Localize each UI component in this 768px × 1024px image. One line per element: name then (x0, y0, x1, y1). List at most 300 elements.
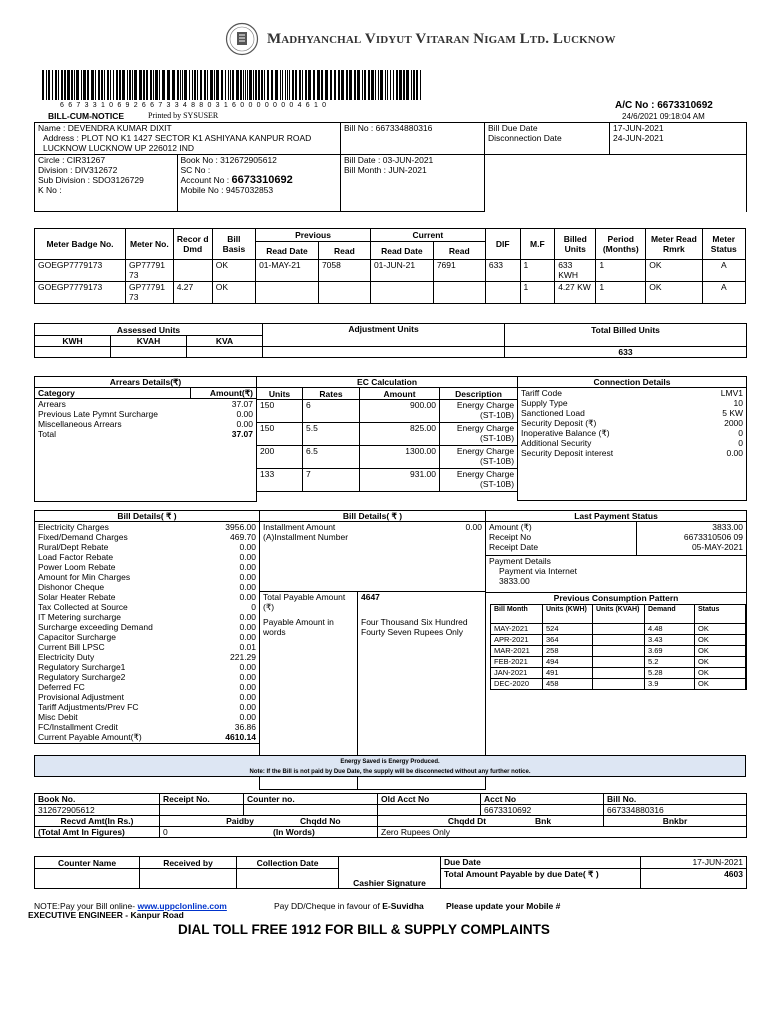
ec-description: Energy Charge (456, 423, 515, 433)
disconnection-note: Note: If the Bill is not paid by Due Date, the supply will be disconnected without any further notice. (249, 769, 531, 775)
col-meter-status: Meter Status (702, 229, 745, 260)
bill-detail-value: 0.00 (239, 662, 257, 672)
barcode-bar (214, 70, 215, 100)
barcode-bar (110, 70, 111, 100)
last-payment-value: 3833.00 (712, 522, 743, 532)
col-cur-read: Read (433, 242, 485, 260)
col-dif: DIF (485, 229, 520, 260)
barcode-bar (349, 70, 352, 100)
bill-detail-value: 0.00 (239, 672, 257, 682)
bill-detail-value: 0.00 (239, 582, 257, 592)
consumption-demand: 5.28 (645, 668, 695, 679)
read-rmrk: OK (646, 260, 702, 282)
barcode-bar (184, 70, 187, 100)
col-meter-no: Meter No. (126, 229, 174, 260)
barcode-bar (155, 70, 158, 100)
barcode-bar (46, 70, 47, 100)
bill-detail-label: Electricity Duty (38, 652, 95, 662)
meter-badge: GOEGP7779173 (35, 282, 126, 304)
barcode-bar (375, 70, 376, 100)
meter-status: A (702, 282, 745, 304)
in-words-value: Zero Rupees Only (378, 827, 747, 838)
col-record-dmd: Recor d Dmd (173, 229, 212, 260)
bill-detail-label: Surcharge exceeding Demand (38, 622, 153, 632)
col-units-kwh: Units (KWH) (543, 605, 593, 624)
mobile-number: Mobile No : 9457032853 (180, 185, 274, 195)
col-amount: Amount (360, 388, 440, 400)
toll-free-banner: DIAL TOLL FREE 1912 FOR BILL & SUPPLY COMPLAINTS (178, 922, 550, 937)
barcode-bar (58, 70, 59, 100)
barcode-bar (253, 70, 254, 100)
read-rmrk: OK (646, 282, 702, 304)
consumption-month: JAN-2021 (491, 668, 543, 679)
arrears-table (34, 376, 257, 502)
barcode-bar (264, 70, 265, 100)
barcode-bar (387, 70, 388, 100)
current-payable-value: 4610.14 (195, 732, 260, 743)
table-row (491, 668, 746, 679)
barcode-bar (61, 70, 63, 100)
bill-basis: OK (212, 282, 255, 304)
book-no-label: Book No. (35, 794, 160, 805)
meter-badge: GOEGP7779173 (35, 260, 126, 282)
consumption-month: MAR-2021 (491, 646, 543, 657)
bill-details-summary-heading: Bill Details( ₹ ) (260, 511, 486, 522)
barcode-bar (243, 70, 244, 100)
total-due-value: 4603 (641, 869, 747, 889)
meter-no: GP77791 73 (126, 260, 174, 282)
table-row (257, 400, 518, 423)
barcode-bar (245, 70, 246, 100)
total-due-label: Total Amount Payable by due Date( ₹ ) (441, 869, 641, 889)
barcode-bar (81, 70, 82, 100)
barcode-bar (364, 70, 366, 100)
consumption-status: OK (695, 668, 746, 679)
col-mf: M.F (520, 229, 555, 260)
connection-label: Supply Type (521, 398, 568, 408)
last-payment-label: Amount (₹) (489, 522, 532, 532)
barcode-bar (275, 70, 278, 100)
prev-read (318, 282, 370, 304)
barcode-bar (139, 70, 142, 100)
collection-date-label: Collection Date (237, 857, 339, 869)
bill-due-value: 17-JUN-2021 (613, 123, 664, 133)
bill-detail-label: Provisional Adjustment (38, 692, 124, 702)
mf: 1 (520, 260, 555, 282)
barcode-bar (104, 70, 105, 100)
prev-read-date (256, 282, 319, 304)
paidby-label: Paidby (160, 816, 378, 827)
due-date-label: Due Date (441, 857, 641, 869)
bill-detail-label: Fixed/Demand Charges (38, 532, 128, 542)
last-payment-table (485, 510, 747, 690)
units-summary-table (34, 323, 747, 358)
consumption-kwh: 494 (543, 657, 593, 668)
bill-detail-label: Tariff Adjustments/Prev FC (38, 702, 139, 712)
circle-code: Circle : CIR31267 (38, 155, 106, 165)
bill-detail-value: 0.00 (239, 612, 257, 622)
col-prev-read-date: Read Date (256, 242, 319, 260)
barcode-bar (91, 70, 94, 100)
barcode-bar (416, 70, 418, 100)
receipt-table (34, 793, 747, 838)
dif: 633 (485, 260, 520, 282)
bill-detail-value: 0.00 (239, 682, 257, 692)
barcode-bar (221, 70, 223, 100)
connection-value: 0.00 (726, 448, 744, 458)
barcode-bar (116, 70, 118, 100)
bill-detail-value: 36.86 (234, 722, 257, 732)
col-billed-units: Billed Units (555, 229, 596, 260)
col-bill-month: Bill Month (491, 605, 543, 624)
ec-units: 150 (257, 400, 303, 423)
k-number: K No : (38, 185, 62, 195)
barcode-bar (210, 70, 213, 100)
bill-detail-label: Current Bill LPSC (38, 642, 105, 652)
barcode-bar (197, 70, 198, 100)
connection-label: Additional Security (521, 438, 592, 448)
barcode-bar (247, 70, 248, 100)
last-payment-heading: Last Payment Status (486, 511, 747, 522)
prev-read: 7058 (318, 260, 370, 282)
receipt-no-label: Receipt No. (160, 794, 244, 805)
ec-rate: 5.5 (303, 423, 360, 446)
cur-read-date (370, 282, 433, 304)
ec-calculation-table (256, 376, 518, 492)
col-rates: Rates (303, 388, 360, 400)
consumption-kwh: 491 (543, 668, 593, 679)
bill-detail-label: Load Factor Rebate (38, 552, 114, 562)
ec-units: 150 (257, 423, 303, 446)
col-status: Status (695, 605, 746, 624)
update-mobile-note: Please update your Mobile # (446, 901, 561, 911)
barcode-bar (267, 70, 269, 100)
meter-no: GP77791 73 (126, 282, 174, 304)
ec-rate: 6.5 (303, 446, 360, 469)
barcode-bar (204, 70, 206, 100)
consumption-month: APR-2021 (491, 635, 543, 646)
company-logo-icon (225, 22, 259, 56)
bill-detail-value: 0 (251, 602, 257, 612)
ec-tariff: (ST-10B) (480, 456, 515, 466)
book-number: Book No : 312672905612 (180, 155, 277, 165)
barcode-bar (385, 70, 386, 100)
ec-amount: 825.00 (360, 423, 440, 446)
table-row (491, 635, 746, 646)
barcode-bar (180, 70, 181, 100)
barcode-bar (313, 70, 315, 100)
bill-detail-label: Rural/Dept Rebate (38, 542, 109, 552)
barcode-bar (119, 70, 121, 100)
barcode-bar (399, 70, 402, 100)
bill-due-label: Bill Due Date (488, 123, 538, 133)
barcode-bar (282, 70, 283, 100)
col-description: Description (440, 388, 518, 400)
connection-label: Inoperative Balance (₹) (521, 428, 610, 438)
barcode-bar (287, 70, 288, 100)
kwh-label: KWH (35, 336, 111, 347)
barcode-bar (64, 70, 66, 100)
old-acct-label: Old Acct No (378, 794, 481, 805)
connection-value: 5 KW (722, 408, 744, 418)
ec-tariff: (ST-10B) (480, 410, 515, 420)
meter-status: A (702, 260, 745, 282)
table-row (257, 469, 518, 492)
consumption-status: OK (695, 635, 746, 646)
barcode-bar (305, 70, 307, 100)
e-suvidha-text: E-Suvidha (382, 901, 424, 911)
col-read-rmrk: Meter Read Rmrk (646, 229, 702, 260)
ec-units: 133 (257, 469, 303, 492)
total-fig-value: 0 (160, 827, 378, 838)
col-current: Current (370, 229, 485, 242)
consumption-month: DEC-2020 (491, 679, 543, 690)
cur-read (433, 282, 485, 304)
ec-heading: EC Calculation (257, 377, 518, 388)
bill-detail-label: Amount for Min Charges (38, 572, 131, 582)
table-row (491, 657, 746, 668)
bill-detail-value: 0.01 (239, 642, 257, 652)
total-billed-units-heading: Total Billed Units (505, 324, 747, 336)
barcode-bar (249, 70, 252, 100)
bill-detail-value: 0.00 (239, 632, 257, 642)
barcode-bar (334, 70, 336, 100)
bill-detail-label: Electricity Charges (38, 522, 109, 532)
bnkbr-label: Bnkbr (604, 816, 747, 827)
in-words-label: (In Words) (273, 827, 315, 837)
connection-value: 2000 (724, 418, 744, 428)
bill-no-label: Bill No. (604, 794, 747, 805)
arrears-total-value: 37.07 (231, 429, 253, 439)
account-number: 6673310692 (231, 174, 293, 186)
division-code: Division : DIV312672 (38, 165, 118, 175)
barcode-bar (200, 70, 202, 100)
prev-read-date: 01-MAY-21 (256, 260, 319, 282)
payment-details-amount: 3833.00 (499, 576, 530, 586)
connection-label: Security Deposit interest (521, 448, 614, 458)
consumption-demand: 5.2 (645, 657, 695, 668)
bnk-label: Bnk (535, 816, 552, 826)
barcode-bar (122, 70, 125, 100)
arrears-row-value: 0.00 (236, 419, 253, 429)
due-date-value: 17-JUN-2021 (641, 857, 747, 869)
barcode-bar (325, 70, 328, 100)
bill-detail-value: 0.00 (239, 622, 257, 632)
consumption-kvah (593, 657, 645, 668)
bill-details-summary-table (259, 510, 486, 790)
payment-details-label: Payment Details (489, 556, 551, 566)
consumer-address-line2: LUCKNOW LUCKNOW UP 226012 IND (43, 143, 194, 153)
table-row (35, 282, 746, 304)
counter-name-label: Counter Name (35, 857, 140, 869)
bill-detail-label: Deferred FC (38, 682, 85, 692)
consumption-month: MAY-2021 (491, 624, 543, 635)
total-fig-label: (Total Amt In Figures) (35, 827, 160, 838)
pay-dd-note (274, 901, 424, 911)
account-number-heading: A/C No : 6673310692 (615, 100, 713, 111)
connection-label: Tariff Code (521, 388, 562, 398)
ec-description: Energy Charge (456, 400, 515, 410)
arrears-row-value: 0.00 (236, 409, 253, 419)
consumption-kwh: 458 (543, 679, 593, 690)
chqdd-dt-label: Chqdd Dt (378, 816, 604, 827)
sc-number: SC No : (180, 165, 211, 175)
barcode-bar (261, 70, 263, 100)
connection-heading: Connection Details (518, 377, 747, 388)
col-prev-read: Read (318, 242, 370, 260)
bill-detail-label: Regulatory Surcharge1 (38, 662, 126, 672)
arrears-heading: Arrears Details(₹) (35, 377, 257, 388)
total-billed-units-value: 633 (505, 347, 747, 358)
consumption-status: OK (695, 657, 746, 668)
barcode-bar (76, 70, 79, 100)
ec-description: Energy Charge (456, 469, 515, 479)
barcode-bar (189, 70, 190, 100)
mf: 1 (520, 282, 555, 304)
barcode-bar (230, 70, 231, 100)
barcode-bar (182, 70, 183, 100)
bill-detail-label: Dishonor Cheque (38, 582, 105, 592)
barcode-bar (406, 70, 409, 100)
barcode-bar (42, 70, 44, 100)
notice-band (34, 755, 746, 777)
consumption-kwh: 364 (543, 635, 593, 646)
barcode-bar (346, 70, 348, 100)
barcode-bar (341, 70, 344, 100)
consumption-status: OK (695, 646, 746, 657)
table-row (491, 624, 746, 635)
printed-timestamp: 24/6/2021 09:18:04 AM (622, 112, 705, 121)
consumption-heading: Previous Consumption Pattern (553, 593, 679, 603)
bill-details-table (34, 510, 260, 744)
arrears-row-value: 37.07 (231, 399, 253, 409)
bill-detail-label: Tax Collected at Source (38, 602, 128, 612)
ec-rate: 6 (303, 400, 360, 423)
barcode-bar (55, 70, 57, 100)
col-units: Units (257, 388, 303, 400)
bill-month: Bill Month : JUN-2021 (344, 165, 427, 175)
col-period: Period (Months) (596, 229, 646, 260)
barcode-bar (285, 70, 286, 100)
ec-amount: 1300.00 (360, 446, 440, 469)
bill-detail-value: 0.00 (239, 542, 257, 552)
acct-no-value: 6673310692 (481, 805, 604, 816)
barcode-bar (271, 70, 273, 100)
record-dmd: 4.27 (173, 282, 212, 304)
barcode-digits: 667331069266733488031600000004610 (60, 102, 331, 109)
bill-number: Bill No : 667334880316 (341, 123, 485, 155)
barcode-bar (172, 70, 175, 100)
barcode-bar (403, 70, 405, 100)
last-payment-value: 05-MAY-2021 (691, 542, 743, 552)
connection-label: Security Deposit (₹) (521, 418, 597, 428)
connection-value: LMV1 (720, 388, 744, 398)
barcode-bar (308, 70, 311, 100)
uppcl-online-link[interactable]: www.uppclonline.com (137, 901, 227, 911)
bill-detail-label: Capacitor Surcharge (38, 632, 116, 642)
bill-detail-value: 0.00 (239, 692, 257, 702)
barcode-bar (159, 70, 160, 100)
consumption-kwh: 258 (543, 646, 593, 657)
barcode-bar (295, 70, 297, 100)
current-payable-label: Current Payable Amount(₹) (35, 732, 195, 743)
bill-basis: OK (212, 260, 255, 282)
barcode-bar (177, 70, 179, 100)
consumer-info-table (34, 122, 747, 212)
col-demand: Demand (645, 605, 695, 624)
barcode-bar (420, 70, 421, 100)
barcode-bar (255, 70, 257, 100)
company-name: Madhyanchal Vidyut Vitaran Nigam Ltd. Lucknow (267, 31, 616, 47)
barcode-bar (74, 70, 75, 100)
energy-saved-slogan: Energy Saved is Energy Produced. (340, 759, 440, 765)
bill-detail-value: 0.00 (239, 562, 257, 572)
consumption-kvah (593, 668, 645, 679)
ec-description: Energy Charge (456, 446, 515, 456)
arrears-total-label: Total (38, 429, 56, 439)
barcode-bar (321, 70, 323, 100)
barcode-bar (280, 70, 281, 100)
payable-words-label: Payable Amount in words (263, 617, 334, 637)
kva-label: KVA (187, 336, 263, 347)
barcode-bar (302, 70, 303, 100)
barcode-bar (113, 70, 114, 100)
barcode-bar (289, 70, 290, 100)
bill-detail-value: 469.70 (230, 532, 257, 542)
ec-amount: 900.00 (360, 400, 440, 423)
connection-details-table (517, 376, 747, 501)
disconnection-label: Disconnection Date (488, 133, 562, 143)
col-previous: Previous (256, 229, 371, 242)
bill-detail-value: 0.00 (239, 552, 257, 562)
bill-detail-label: Solar Heater Rebate (38, 592, 116, 602)
bill-date: Bill Date : 03-JUN-2021 (344, 155, 434, 165)
company-header (225, 22, 616, 56)
counter-table (34, 856, 747, 889)
consumption-kvah (593, 635, 645, 646)
installment-label: Installment Amount (A)Installment Number (260, 522, 358, 592)
sub-division-code: Sub Division : SDO3126729 (38, 175, 144, 185)
consumption-demand: 3.69 (645, 646, 695, 657)
consumption-kvah (593, 624, 645, 635)
ec-tariff: (ST-10B) (480, 479, 515, 489)
barcode-bar (396, 70, 398, 100)
barcode-bar (390, 70, 391, 100)
account-label: Account No : (180, 175, 232, 185)
pay-dd-text: Pay DD/Cheque in favour of (274, 901, 383, 911)
barcode-image (42, 70, 422, 100)
barcode-bar (330, 70, 332, 100)
barcode-bar (150, 70, 152, 100)
last-payment-label: Receipt Date (489, 542, 539, 552)
bill-detail-label: IT Metering surcharge (38, 612, 121, 622)
barcode-bar (129, 70, 131, 100)
connection-value: 10 (733, 398, 744, 408)
dif (485, 282, 520, 304)
barcode-bar (146, 70, 148, 100)
barcode-bar (98, 70, 100, 100)
barcode-bar (357, 70, 360, 100)
barcode-bar (393, 70, 394, 100)
barcode-bar (236, 70, 239, 100)
col-meter-badge: Meter Badge No. (35, 229, 126, 260)
table-row (257, 446, 518, 469)
ec-tariff: (ST-10B) (480, 433, 515, 443)
payable-words-value: Four Thousand Six Hundred Fourty Seven Rupees Only (361, 617, 468, 637)
total-payable-value: 4647 (361, 592, 380, 602)
assessed-units-heading: Assessed Units (35, 324, 263, 336)
barcode-bar (240, 70, 242, 100)
